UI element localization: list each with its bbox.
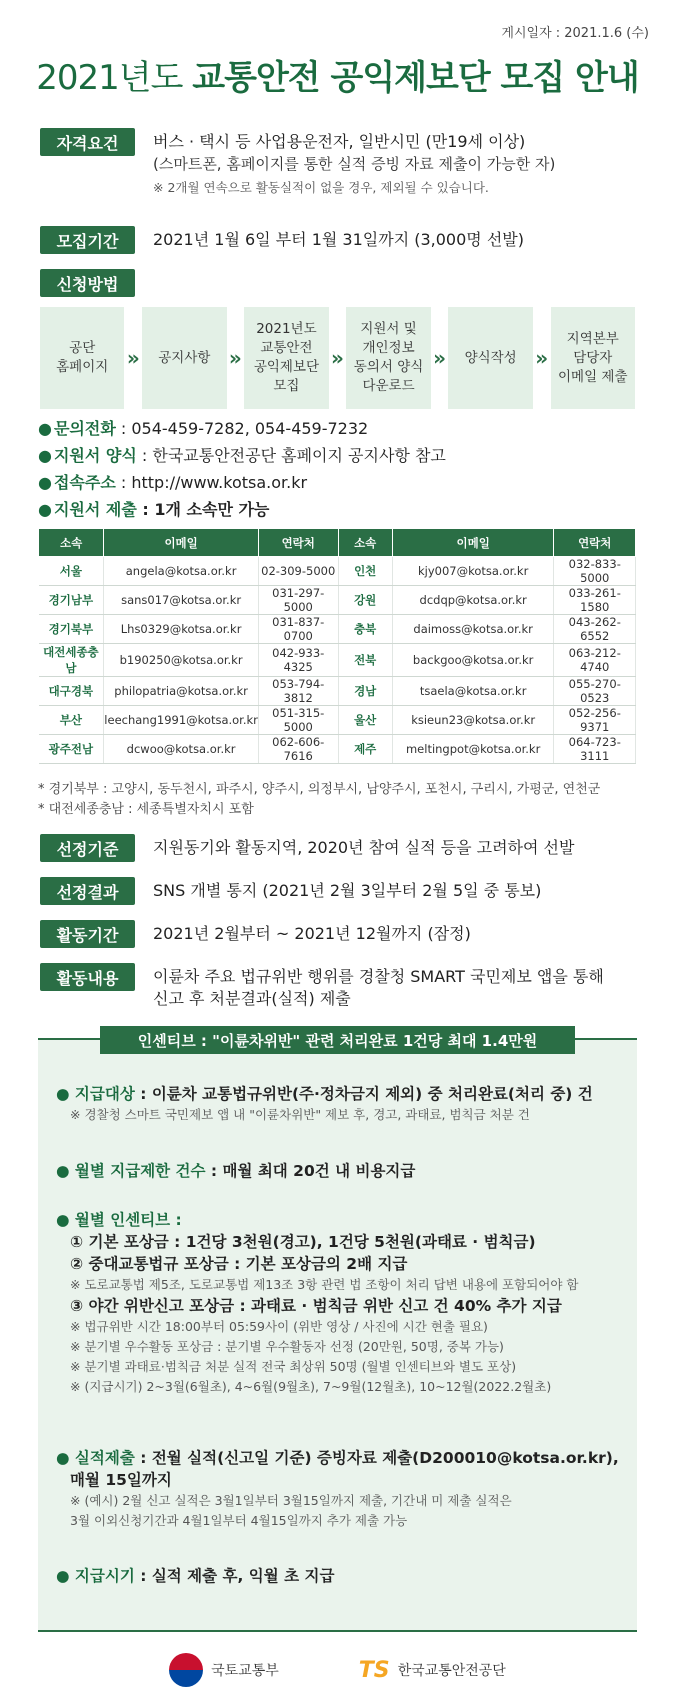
phone-cell: 02-309-5000 [258, 557, 338, 586]
method-section [40, 269, 635, 297]
phone-cell: 031-297-5000 [258, 586, 338, 615]
result-section [40, 877, 635, 905]
region-cell: 대전세종충남 [39, 644, 104, 677]
kotsa-name: 한국교통안전공단 [397, 1663, 506, 1679]
phone-cell: 032-833-5000 [554, 557, 636, 586]
email-cell[interactable]: Lhs0329@kotsa.or.kr [104, 615, 259, 644]
kotsa-logo [359, 1658, 506, 1683]
phone-cell: 051-315-5000 [258, 706, 338, 735]
phone-cell: 055-270-0523 [554, 677, 636, 706]
form-line: ● 지원서 양식 : 한국교통안전공단 홈페이지 공지사항 참고 [38, 446, 446, 465]
email-cell[interactable]: angela@kotsa.or.kr [104, 557, 259, 586]
submit-line: ● 지원서 제출 : 1개 소속만 가능 [38, 500, 270, 519]
activity-content-section [40, 963, 635, 1010]
incentive-m3-note: ※ 법규위반 시간 18:00부터 05:59사이 (위반 영상 / 사진에 시간 현출 필요) [70, 1319, 488, 1334]
table-note-2: * 대전세종충남 : 세종특별자치시 포함 [38, 802, 254, 817]
qualification-line2: (스마트폰, 홈페이지를 통한 실적 증빙 자료 제출이 가능한 자) [153, 155, 556, 173]
email-cell[interactable]: philopatria@kotsa.or.kr [104, 677, 259, 706]
incentive-m1: ① 기본 포상금 : 1건당 3천원(경고), 1건당 5천원(과태료 · 범칙금) [70, 1233, 536, 1251]
selection-text: 지원동기와 활동지역, 2020년 참여 실적 등을 고려하여 선발 [153, 838, 575, 857]
selection-label: 선정기준 [40, 834, 135, 862]
page-title [0, 50, 675, 99]
col-header: 이메일 [104, 529, 259, 557]
flow-step: 양식작성 [448, 307, 532, 409]
flow-step: 공단 홈페이지 [40, 307, 124, 409]
contact-table [38, 528, 636, 764]
region-cell: 제주 [338, 735, 392, 764]
incentive-m3-note: ※ (지급시기) 2~3월(6월초), 4~6월(9월초), 7~9월(12월초), 10~12월(2022.2월초) [70, 1379, 552, 1394]
phone-cell: 053-794-3812 [258, 677, 338, 706]
flow-arrow-icon: » [126, 346, 140, 370]
region-cell: 경기북부 [39, 615, 104, 644]
activity-content-label: 활동내용 [40, 963, 135, 991]
email-cell[interactable]: sans017@kotsa.or.kr [104, 586, 259, 615]
qualification-section [40, 128, 635, 199]
phone-cell: 033-261-1580 [554, 586, 636, 615]
incentive-header: 인센티브 : "이륜차위반" 관련 처리완료 1건당 최대 1.4만원 [100, 1026, 575, 1054]
taegeuk-icon [169, 1653, 203, 1687]
email-cell[interactable]: dcdqp@kotsa.or.kr [392, 586, 554, 615]
region-cell: 경남 [338, 677, 392, 706]
molit-name: 국토교통부 [211, 1663, 279, 1679]
phone-cell: 043-262-6552 [554, 615, 636, 644]
footer [0, 1645, 675, 1695]
period-section [40, 226, 635, 254]
qualification-note: ※ 2개월 연속으로 활동실적이 없을 경우, 제외될 수 있습니다. [153, 180, 489, 195]
url-line: ● 접속주소 : http://www.kotsa.or.kr [38, 473, 308, 492]
homepage-link[interactable]: : http://www.kotsa.or.kr [115, 473, 308, 492]
phone-cell: 063-212-4740 [554, 644, 636, 677]
incentive-performance: ● 실적제출 : 전월 실적(신고일 기준) 증빙자료 제출(D200010@kotsa.or.kr), 매월 15일까지 ※ (예시) 2월 신고 실적은 3월1일부터 3월15일까지 제출, 기간내 미 제출 실적은 3월 이외신청기간과 4월1일부터 4월15일까지 추가 제출 가능 [56, 1447, 625, 1531]
region-cell: 인천 [338, 557, 392, 586]
result-text: SNS 개별 통지 (2021년 2월 3일부터 2월 5일 중 통보) [153, 881, 542, 900]
post-date: 게시일자 : 2021.1.6 (수) [501, 26, 649, 41]
region-cell: 대구경북 [39, 677, 104, 706]
incentive-m3: ③ 야간 위반신고 포상금 : 과태료 · 범칙금 위반 신고 건 40% 추가 지급 [70, 1297, 562, 1315]
activity-content-line1: 이륜차 주요 법규위반 행위를 경찰청 SMART 국민제보 앱을 통해 [153, 967, 604, 986]
table-row [39, 644, 636, 677]
region-cell: 서울 [39, 557, 104, 586]
method-label: 신청방법 [40, 269, 135, 297]
flow-arrow-icon: » [433, 346, 447, 370]
incentive-target-note: ※ 경찰청 스마트 국민제보 앱 내 "이륜차위반" 제보 후, 경고, 과태료, 범칙금 처분 건 [70, 1107, 530, 1122]
email-cell[interactable]: daimoss@kotsa.or.kr [392, 615, 554, 644]
phone-cell: 062-606-7616 [258, 735, 338, 764]
col-header: 소속 [338, 529, 392, 557]
incentive-limit: ● 월별 지급제한 건수 : 매월 최대 20건 내 비용지급 [56, 1162, 416, 1180]
email-cell[interactable]: leechang1991@kotsa.or.kr [104, 706, 259, 735]
email-cell[interactable]: dcwoo@kotsa.or.kr [104, 735, 259, 764]
incentive-m3-note: ※ 분기별 우수활동 포상금 : 분기별 우수활동자 선정 (20만원, 50명, 중복 가능) [70, 1339, 504, 1354]
incentive-monthly: ● 월별 인센티브 : ① 기본 포상금 : 1건당 3천원(경고), 1건당 5천원(과태료 · 범칙금) ② 중대교통법규 포상금 : 기본 포상금의 2배 지급 ※ 도로교통법 제5조, 도로교통법 제13조 3항 관련 법 조항이 처리 답변 내용에 포함되어야 함 ③ 야간 위반신고 포상금 : 과태료 · 범칙금 위반 신고 건 40% 추가 지급 ※ 법규위반 시간 18:00부터 05:59사이 (위반 영상 / 사진에 시간 현출 필요) ※ 분기별 우수활동 포상금 : 분기별 우수활동자 선정 (20만원, 50명, 중복 가능) ※ 분기별 과태료·범칙금 처분 실적 전국 최상위 50명 (월별 인센티브와 별도 포상) ※ (지급시기) 2~3월(6월초), 4~6월(9월초), 7~9월(12월초), 10~12월(2022.2월초) [56, 1209, 625, 1397]
phone-cell: 064-723-3111 [554, 735, 636, 764]
region-cell: 전북 [338, 644, 392, 677]
flow-arrow-icon: » [331, 346, 344, 370]
email-cell[interactable]: kjy007@kotsa.or.kr [392, 557, 554, 586]
col-header: 이메일 [392, 529, 554, 557]
table-header-row [39, 529, 636, 557]
incentive-target: ● 지급대상 : 이륜차 교통법규위반(주·정차금지 제외) 중 처리완료(처리 중) 건 ※ 경찰청 스마트 국민제보 앱 내 "이륜차위반" 제보 후, 경고, 과태료, 범칙금 처분 건 [56, 1083, 625, 1125]
ts-logo-icon: TS [358, 1657, 390, 1683]
phone-cell: 031-837-0700 [258, 615, 338, 644]
table-row [39, 677, 636, 706]
table-row [39, 735, 636, 764]
incentive-perf-note: ※ (예시) 2월 신고 실적은 3월1일부터 3월15일까지 제출, 기간내 미 제출 실적은 [70, 1493, 512, 1508]
molit-logo [169, 1653, 279, 1687]
qualification-line1: 버스 · 택시 등 사업용운전자, 일반시민 (만19세 이상) [153, 132, 526, 151]
period-text: 2021년 1월 6일 부터 1월 31일까지 (3,000명 선발) [153, 230, 524, 249]
incentive-m2-note: ※ 도로교통법 제5조, 도로교통법 제13조 3항 관련 법 조항이 처리 답변 내용에 포함되어야 함 [70, 1277, 579, 1292]
flow-step: 2021년도 교통안전 공익제보단 모집 [244, 307, 328, 409]
table-note-1: * 경기북부 : 고양시, 동두천시, 파주시, 양주시, 의정부시, 남양주시, 포천시, 구리시, 가평군, 연천군 [38, 782, 601, 797]
activity-period-section [40, 920, 635, 948]
email-cell[interactable]: ksieun23@kotsa.or.kr [392, 706, 554, 735]
incentive-perf-note: 3월 이외신청기간과 4월1일부터 4월15일까지 추가 제출 가능 [70, 1513, 408, 1528]
title-main: 교통안전 공익제보단 모집 안내 [192, 58, 639, 98]
email-cell[interactable]: meltingpot@kotsa.or.kr [392, 735, 554, 764]
email-cell[interactable]: backgoo@kotsa.or.kr [392, 644, 554, 677]
flow-step: 지역본부 담당자 이메일 제출 [551, 307, 635, 409]
result-label: 선정결과 [40, 877, 135, 905]
qualification-label: 자격요건 [40, 128, 135, 156]
col-header: 연락처 [258, 529, 338, 557]
application-flow [40, 307, 635, 409]
col-header: 연락처 [554, 529, 636, 557]
table-row [39, 615, 636, 644]
title-year: 2021년도 [36, 58, 193, 98]
incentive-m3-note: ※ 분기별 과태료·범칙금 처분 실적 전국 최상위 50명 (월별 인센티브와 별도 포상) [70, 1359, 517, 1374]
region-cell: 부산 [39, 706, 104, 735]
table-row [39, 706, 636, 735]
region-cell: 광주전남 [39, 735, 104, 764]
flow-step: 지원서 및 개인정보 동의서 양식 다운로드 [346, 307, 430, 409]
activity-period-label: 활동기간 [40, 920, 135, 948]
incentive-m2: ② 중대교통법규 포상금 : 기본 포상금의 2배 지급 [70, 1255, 408, 1273]
flow-arrow-icon: » [535, 346, 549, 370]
phone-cell: 042-933-4325 [258, 644, 338, 677]
region-cell: 충북 [338, 615, 392, 644]
region-cell: 울산 [338, 706, 392, 735]
period-label: 모집기간 [40, 226, 135, 254]
phone-cell: 052-256-9371 [554, 706, 636, 735]
activity-content-line2: 신고 후 처분결과(실적) 제출 [153, 989, 351, 1008]
col-header: 소속 [39, 529, 104, 557]
incentive-perf-deadline: 매월 15일까지 [70, 1471, 172, 1489]
region-cell: 강원 [338, 586, 392, 615]
incentive-payment: ● 지급시기 : 실적 제출 후, 익월 초 지급 [56, 1567, 335, 1585]
selection-section [40, 834, 635, 862]
flow-arrow-icon: » [228, 346, 242, 370]
email-cell[interactable]: b190250@kotsa.or.kr [104, 644, 259, 677]
activity-period-text: 2021년 2월부터 ~ 2021년 12월까지 (잠정) [153, 924, 471, 943]
table-row [39, 557, 636, 586]
table-row [39, 586, 636, 615]
phone-line: ● 문의전화 : 054-459-7282, 054-459-7232 [38, 419, 369, 438]
email-cell[interactable]: tsaela@kotsa.or.kr [392, 677, 554, 706]
region-cell: 경기남부 [39, 586, 104, 615]
flow-step: 공지사항 [142, 307, 226, 409]
